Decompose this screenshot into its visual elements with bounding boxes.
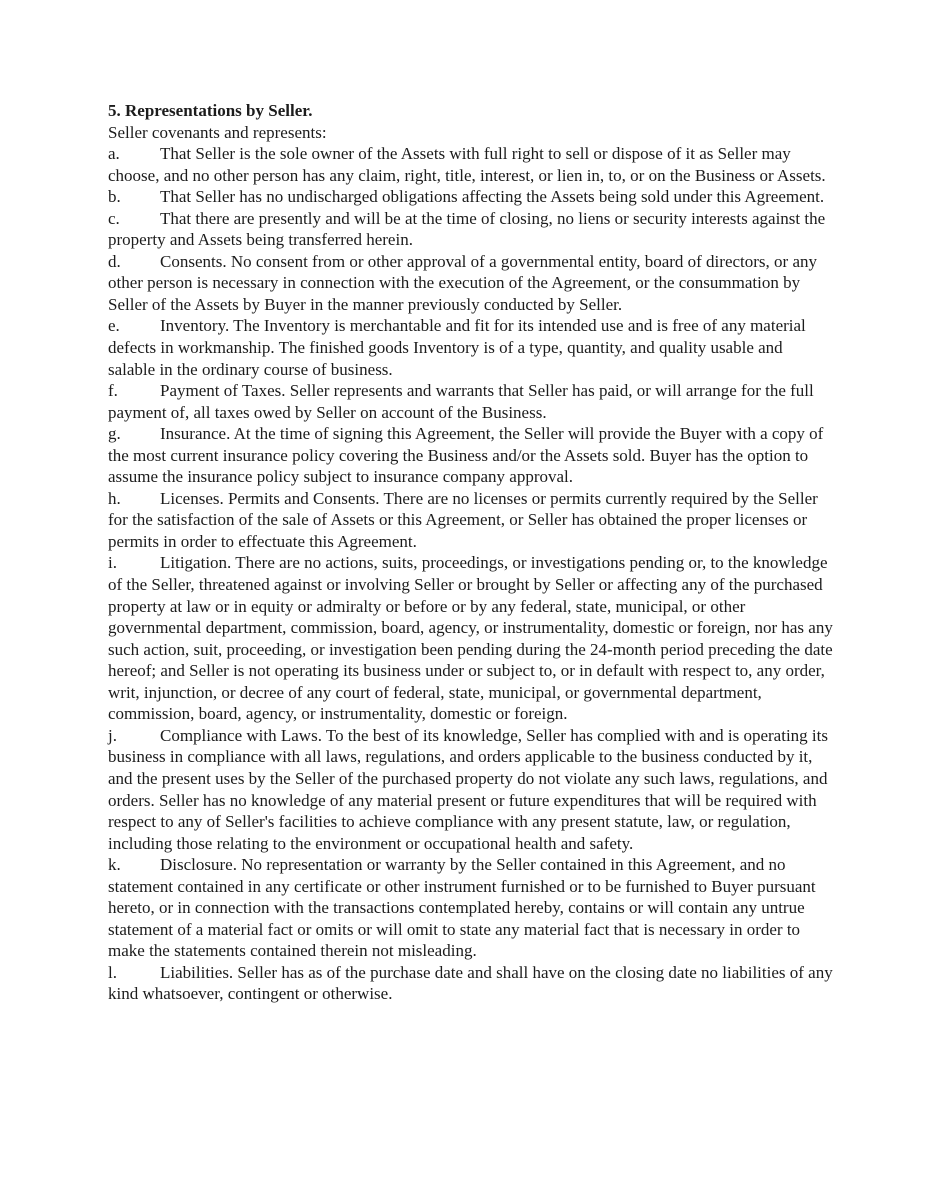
clause-c — [108, 208, 834, 251]
clause-letter: a. — [108, 144, 120, 164]
clause-letter: g. — [108, 424, 121, 444]
clause-text: That Seller has no undischarged obligations affecting the Assets being sold under this Agreement. — [160, 187, 825, 207]
clause-letter: l. — [108, 962, 117, 982]
clause-text: That Seller is the sole owner of the Assets with full right to sell or dispose of it as Seller may choose, and no other person has any claim, right, title, interest, or lien in, to, or on the Business or Assets. — [108, 144, 826, 185]
clause-letter: f. — [108, 381, 118, 401]
clause-text: Insurance. At the time of signing this Agreement, the Seller will provide the Buyer with a copy of the most current insurance policy covering the Business and/or the Assets sold. Buyer has the option to assume the insurance policy subject to insurance company approval. — [108, 424, 824, 487]
clause-e — [108, 315, 834, 380]
clause-text: Inventory. The Inventory is merchantable and fit for its intended use and is free of any material defects in workmanship. The finished goods Inventory is of a type, quantity, and quality usable and salable in the ordinary course of business. — [108, 316, 806, 379]
clause-a — [108, 143, 834, 186]
document-page — [108, 100, 834, 1005]
intro-line: Seller covenants and represents: — [108, 122, 327, 142]
clause-b — [108, 186, 834, 208]
clause-letter: i. — [108, 553, 117, 573]
clause-text: Compliance with Laws. To the best of its knowledge, Seller has complied with and is operating its business in compliance with all laws, regulations, and orders applicable to the business conducted by it, and the present uses by the Seller of the purchased property do not violate any such laws, regulations, and orders. Seller has no knowledge of any material present or future expenditures that will be required with respect to any of Seller's facilities to achieve compliance with any present statute, law, or regulation, including those relating to the environment or occupational health and safety. — [108, 725, 828, 853]
clause-letter: j. — [108, 725, 117, 745]
clause-letter: e. — [108, 316, 120, 336]
clause-letter: b. — [108, 187, 121, 207]
clause-f — [108, 380, 834, 423]
clause-text: Liabilities. Seller has as of the purchase date and shall have on the closing date no liabilities of any kind whatsoever, contingent or otherwise. — [108, 962, 833, 1004]
clause-text: Payment of Taxes. Seller represents and warrants that Seller has paid, or will arrange for the full payment of, all taxes owed by Seller on account of the Business. — [108, 381, 814, 422]
clause-letter: c. — [108, 208, 120, 228]
clause-text: Litigation. There are no actions, suits, proceedings, or investigations pending or, to the knowledge of the Seller, threatened against or involving Seller or brought by Seller or affecting any of the purchased property at law or in equity or admiralty or before or by any federal, state, municipal, or other governmental department, commission, board, agency, or instrumentality, domestic or foreign, nor has any such action, suit, proceeding, or investigation been pending during the 24-month period preceding the date hereof; and Seller is not operating its business under or subject to, or in default with respect to, any order, writ, injunction, or decree of any court of federal, state, municipal, or governmental department, commission, board, agency, or instrumentality, domestic or foreign. — [108, 553, 833, 724]
clause-h — [108, 488, 834, 553]
clause-j — [108, 725, 834, 854]
clause-i — [108, 552, 834, 724]
clause-k — [108, 854, 834, 962]
clause-d — [108, 251, 834, 316]
clause-text: Licenses. Permits and Consents. There are no licenses or permits currently required by the Seller for the satisfaction of the sale of Assets or this Agreement, or Seller has obtained the proper licenses or permits in order to effectuate this Agreement. — [108, 488, 818, 551]
clause-text: Consents. No consent from or other approval of a governmental entity, board of directors, or any other person is necessary in connection with the execution of the Agreement, or the consummation by Seller of the Assets by Buyer in the manner previously conducted by Seller. — [108, 251, 817, 314]
clause-l — [108, 962, 834, 1005]
clause-letter: h. — [108, 488, 121, 508]
clause-text: Disclosure. No representation or warranty by the Seller contained in this Agreement, and no statement contained in any certificate or other instrument furnished or to be furnished to Buyer pursuant hereto, or in connection with the transactions contemplated hereby, contains or will contain any untrue statement of a material fact or omits or will omit to state any material fact that is necessary in order to make the statements contained therein not misleading. — [108, 855, 816, 961]
clause-g — [108, 423, 834, 488]
clause-list — [108, 143, 834, 1005]
clause-letter: d. — [108, 251, 121, 271]
clause-text: That there are presently and will be at the time of closing, no liens or security interests against the property and Assets being transferred herein. — [108, 208, 826, 250]
clause-letter: k. — [108, 855, 121, 875]
section-heading: 5. Representations by Seller. — [108, 101, 313, 120]
